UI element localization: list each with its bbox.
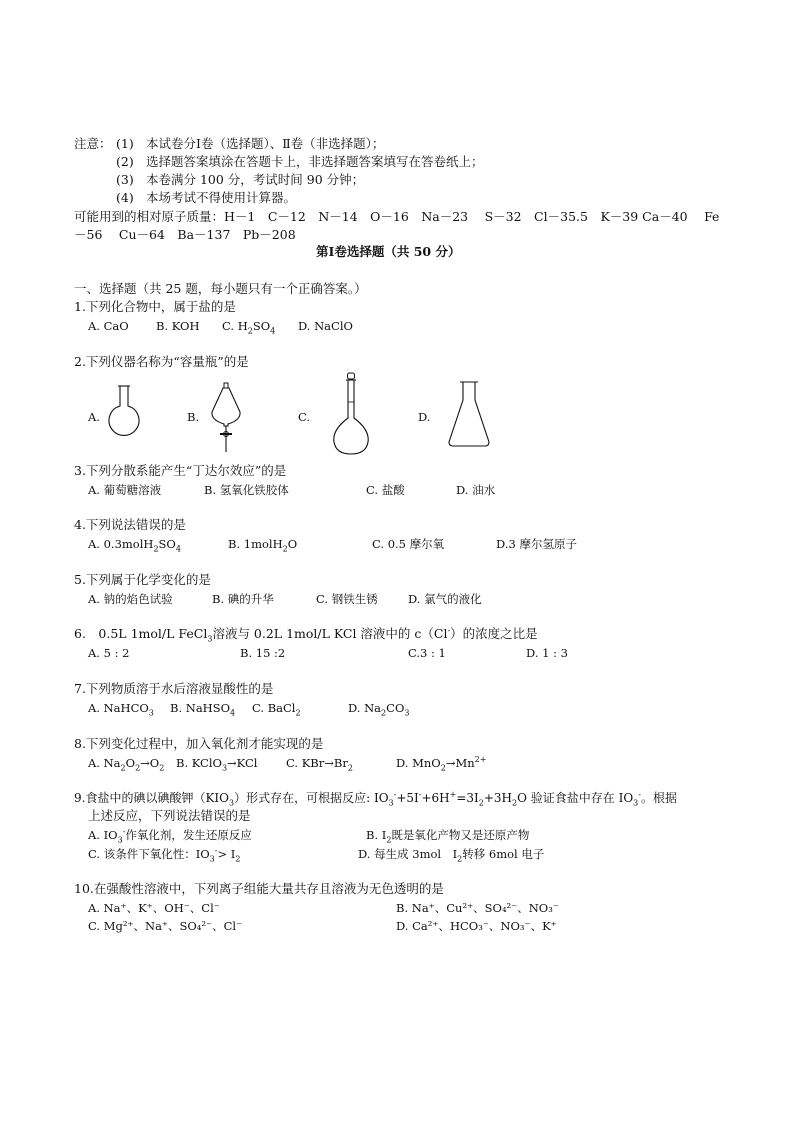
q7-option-a: A. NaHCO$_3$ [88,701,154,718]
q2-stem: 2.下列仪器名称为“容量瓶”的是 [74,354,249,369]
q1-option-c: C. $H_2SO_4$ [222,319,276,336]
section-title: 第Ⅰ卷选择题（共 50 分） [316,244,461,259]
q4-option-b: B. 1molH$_2$O [228,537,298,554]
part-heading: 一、选择题（共 25 题，每小题只有一个正确答案。） [74,281,367,296]
q10-option-b: B. Na⁺、Cu²⁺、SO₄²⁻、NO₃⁻ [396,901,559,915]
q1-option-a: A. CaO [88,319,129,333]
note-2-text: 选择题答案填涂在答题卡上，非选择题答案填写在答卷纸上； [146,154,484,169]
q8-stem: 8.下列变化过程中，加入氧化剂才能实现的是 [74,736,324,751]
q5-option-c: C. 钢铁生锈 [316,592,378,606]
q1-stem: 1.下列化合物中，属于盐的是 [74,299,236,314]
q9-stem-line-2: 上述反应，下列说法错误的是 [88,808,251,823]
note-2-num: (2) [116,154,134,169]
q5-option-d: D. 氯气的液化 [408,592,482,606]
q3-option-d: D. 油水 [456,483,496,497]
round-flask-icon [106,384,142,448]
q3-option-c: C. 盐酸 [366,483,405,497]
q4-option-a: A. $0.3molH_2SO_4$ [88,537,181,554]
q9-stem: 9.食盐中的碘以碘酸钾$(KIO_3)$形式存在，可根据反应: $IO_3^-+5I^-+6H^+=3I_2+3H_2O$ 验证食盐中存在 $IO_3^-$。根据 [74,790,677,808]
notes-label: 注意： [74,136,112,151]
q10-stem: 10.在强酸性溶液中，下列离子组能大量共存且溶液为无色透明的是 [74,881,444,896]
conical-flask-icon [446,380,492,448]
q1-option-b: B. KOH [156,319,200,333]
q4-option-c: C. 0.5 摩尔氧 [372,537,445,551]
q9-option-a: A. $IO_3^-$作氧化剂，发生还原反应 [88,827,252,845]
separatory-funnel-icon [208,382,244,454]
note-3-num: (3) [116,172,134,187]
q3-option-a: A. 葡萄糖溶液 [88,483,162,497]
q7-stem: 7.下列物质溶于水后溶液显酸性的是 [74,681,274,696]
q4-stem: 4.下列说法错误的是 [74,517,186,532]
q10-option-a: A. Na⁺、K⁺、OH⁻、Cl⁻ [88,901,220,915]
q10-option-d: D. Ca²⁺、HCO₃⁻、NO₃⁻、K⁺ [396,919,557,933]
q3-option-b: B. 氢氧化铁胶体 [204,483,289,497]
atomic-mass-line-2: －56 Cu－64 Ba－137 Pb－208 [74,227,296,242]
q6-option-d: D. 1 : 3 [526,646,568,660]
q6-option-a: A. 5 : 2 [88,646,130,660]
q7-option-b: B. NaHSO$_4$ [170,701,236,718]
note-4-num: (4) [116,190,134,205]
q9-option-c: C. 该条件下氧化性：$IO_3^-> I_2$ [88,846,241,864]
q7-option-d: D. $Na_2CO_3$ [348,701,410,718]
q3-stem: 3.下列分散系能产生“丁达尔效应”的是 [74,463,287,478]
q6-option-b: B. 15 :2 [240,646,286,660]
q10-option-c: C. Mg²⁺、Na⁺、SO₄²⁻、Cl⁻ [88,919,243,933]
volumetric-flask-icon [330,372,372,456]
q5-stem: 5.下列属于化学变化的是 [74,572,211,587]
q4-option-d: D.3 摩尔氢原子 [496,537,577,551]
note-1-text: 本试卷分Ⅰ卷（选择题）、Ⅱ卷（非选择题）； [146,136,385,151]
q6-option-c: C.3 : 1 [408,646,446,660]
q2-label-d: D. [418,410,431,424]
q9-option-b: B. $I_2$既是氧化产物又是还原产物 [366,828,530,845]
q8-option-c: C. $KBr\to Br_2$ [286,756,353,773]
q5-option-a: A. 钠的焰色试验 [88,592,173,606]
q9-option-d: D. 每生成 3mol $I_2$转移 6mol 电子 [358,847,545,864]
q2-label-b: B. [187,410,200,424]
atomic-mass-line-1: 可能用到的相对原子质量：H－1 C－12 N－14 O－16 Na－23 S－32 Cl－35.5 K－39 Ca－40 Fe [74,209,720,224]
q2-label-c: C. [298,410,311,424]
q8-option-b: B. KClO$_3$→KCl [176,756,258,773]
q5-option-b: B. 碘的升华 [212,592,274,606]
q1-option-d: D. NaClO [298,319,353,333]
q7-option-c: C. BaCl$_2$ [252,701,301,718]
q8-option-d: D. $MnO_2\to Mn^{2+}$ [396,755,487,773]
q6-stem: 6. 0.5L 1mol/L FeCl$_3$溶液与 0.2L 1mol/L KCl 溶液中的 c（Cl-）的浓度之比是 [74,625,538,644]
q8-option-a: A. $Na_2O_2\to O_2$ [88,756,165,773]
note-3-text: 本卷满分 100 分，考试时间 90 分钟； [146,172,365,187]
q2-label-a: A. [88,410,100,424]
note-1-num: (1) [116,136,134,151]
note-4-text: 本场考试不得使用计算器。 [146,190,297,205]
